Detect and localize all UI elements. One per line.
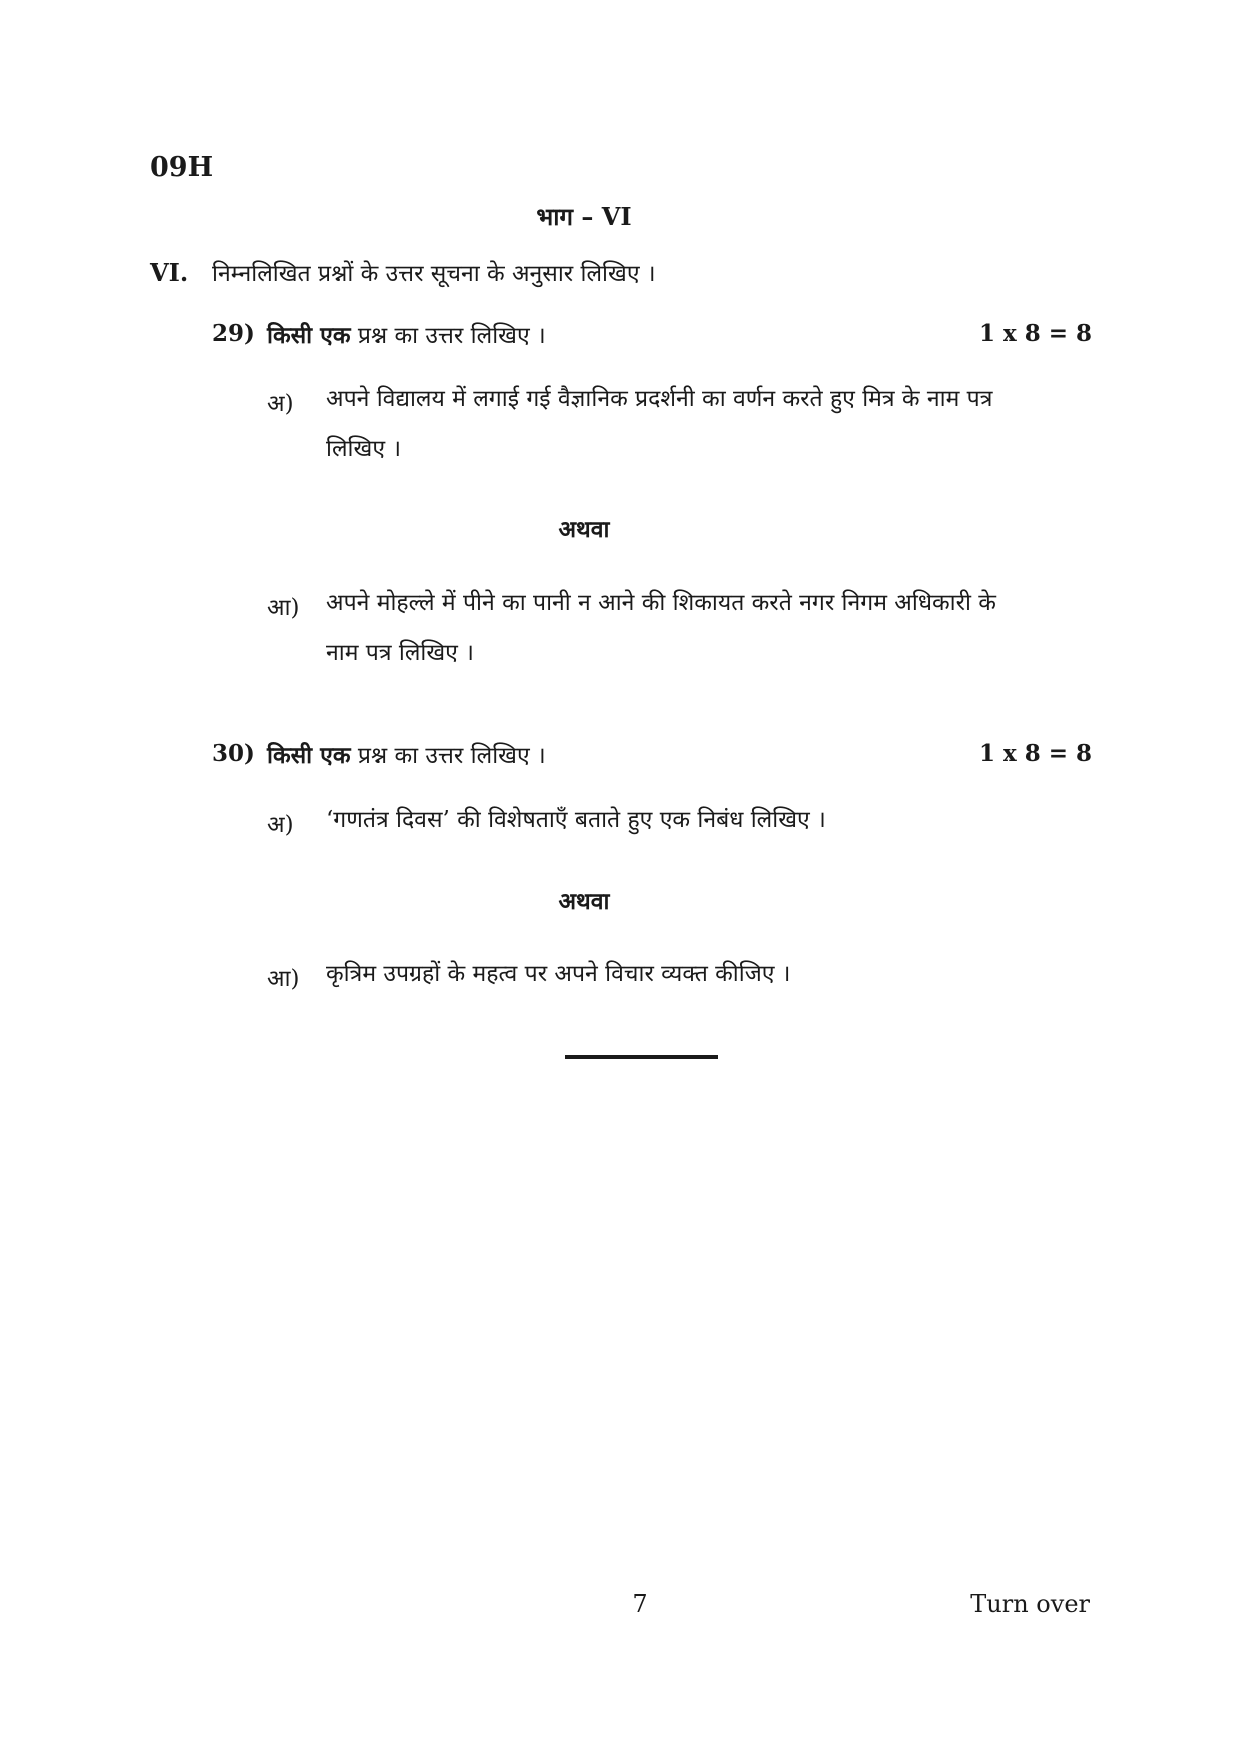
- section-roman-numeral: VI.: [150, 258, 189, 287]
- question-29-option-a-text: अपने विद्यालय में लगाई गई वैज्ञानिक प्रदर्शनी का वर्णन करते हुए मित्र के नाम पत्र लिखिए ।: [326, 386, 993, 462]
- question-30-prompt-bold: किसी एक: [267, 742, 351, 769]
- question-30-option-b-text: कृत्रिम उपग्रहों के महत्व पर अपने विचार व्यक्त कीजिए ।: [326, 961, 791, 987]
- question-30-or: अथवा: [558, 888, 610, 915]
- page-number: 7: [632, 1590, 648, 1618]
- question-29-number: 29): [212, 320, 255, 347]
- section-title: भाग – VI: [536, 202, 632, 231]
- question-30-option-a-label: अ): [267, 812, 294, 838]
- question-29-or: अथवा: [558, 516, 610, 543]
- end-rule: [565, 1055, 718, 1059]
- question-30-prompt: [267, 738, 546, 770]
- turn-over-note: Turn over: [970, 1590, 1090, 1618]
- question-29-option-b-text: अपने मोहल्ले में पीने का पानी न आने की शिकायत करते नगर निगम अधिकारी के नाम पत्र लिखिए ।: [326, 590, 996, 666]
- question-30-option-a-text: ‘गणतंत्र दिवस’ की विशेषताएँ बताते हुए एक निबंध लिखिए ।: [326, 807, 826, 833]
- question-29-option-b-label: आ): [267, 595, 300, 621]
- question-29-prompt-bold: किसी एक: [267, 322, 351, 349]
- question-29-prompt-rest: प्रश्न का उत्तर लिखिए ।: [350, 323, 546, 349]
- question-30-option-b-label: आ): [267, 966, 300, 992]
- question-30-prompt-rest: प्रश्न का उत्तर लिखिए ।: [350, 743, 546, 769]
- paper-code: 09H: [150, 152, 214, 183]
- question-30-marks: 1 x 8 = 8: [978, 740, 1092, 767]
- question-30-number: 30): [212, 740, 255, 767]
- question-29-marks: 1 x 8 = 8: [978, 320, 1092, 347]
- question-29-prompt: [267, 318, 546, 350]
- section-instruction: निम्नलिखित प्रश्नों के उत्तर सूचना के अनुसार लिखिए ।: [212, 261, 656, 287]
- question-29-option-a-label: अ): [267, 391, 294, 417]
